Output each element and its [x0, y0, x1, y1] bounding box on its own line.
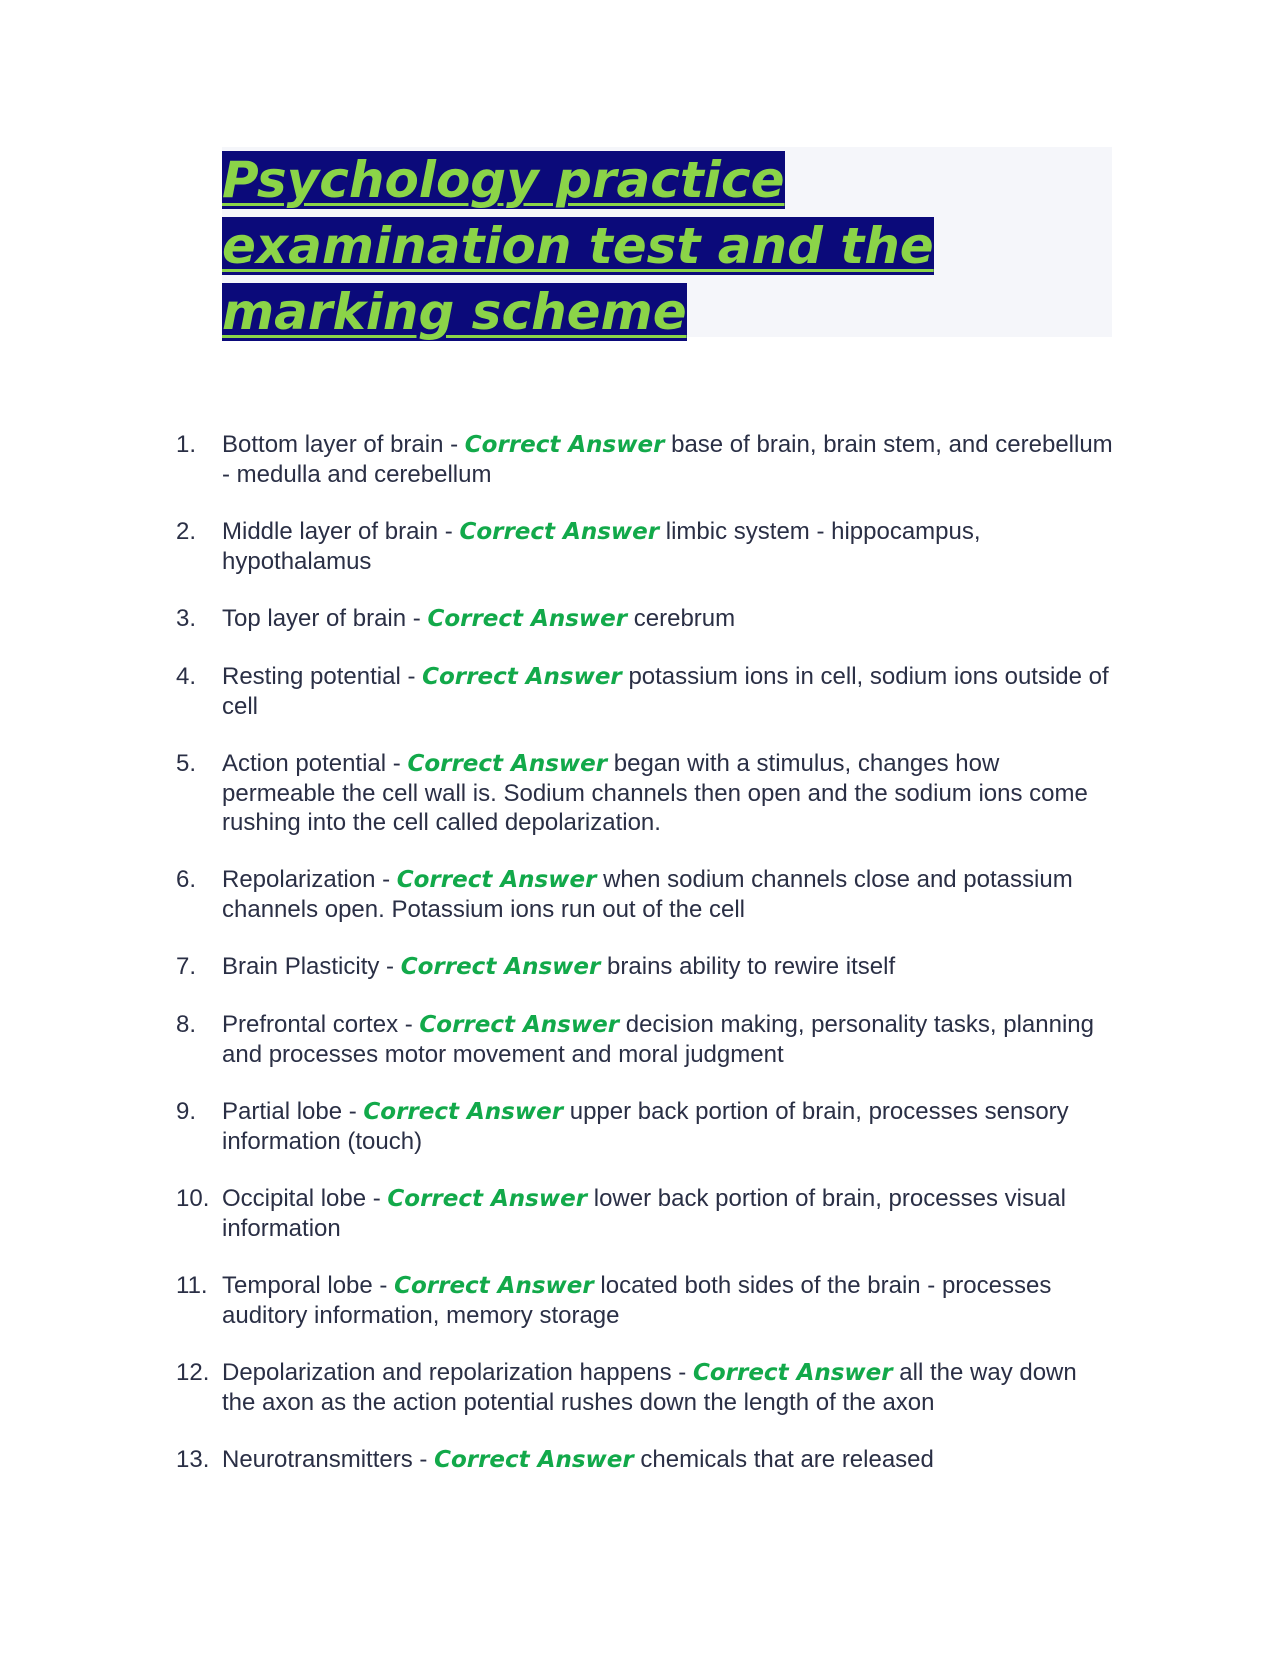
list-item: [176, 1445, 1116, 1475]
item-answer: chemicals that are released: [640, 1446, 934, 1473]
correct-answer-label: Correct Answer: [692, 1360, 893, 1386]
item-separator: -: [412, 1446, 435, 1473]
correct-answer-label: Correct Answer: [394, 1273, 594, 1299]
item-number: 13.: [176, 1446, 210, 1473]
item-answer: lower back portion of brain, processes visual information: [222, 1185, 1066, 1242]
item-separator: -: [406, 605, 428, 632]
item-answer: cerebrum: [633, 605, 736, 632]
correct-answer-label: Correct Answer: [422, 664, 622, 690]
item-separator: -: [366, 1185, 388, 1212]
item-answer: potassium ions in cell, sodium ions outside of cell: [222, 663, 1109, 720]
correct-answer-label: Correct Answer: [407, 751, 608, 777]
item-answer: base of brain, brain stem, and cerebellum - medulla and cerebellum: [222, 431, 1113, 488]
item-answer: when sodium channels close and potassium channels open. Potassium ions run out of the cell: [222, 866, 1073, 923]
page-title-text: Psychology practice examination test and the marking scheme: [222, 151, 934, 341]
correct-answer-label: Correct Answer: [387, 1186, 588, 1212]
item-separator: -: [400, 663, 423, 690]
item-number: 7.: [176, 953, 197, 980]
correct-answer-label: Correct Answer: [396, 867, 597, 893]
item-question: Partial lobe: [222, 1098, 343, 1125]
item-question: Brain Plasticity: [222, 953, 380, 980]
item-separator: -: [342, 1098, 364, 1125]
correct-answer-label: Correct Answer: [419, 1012, 620, 1038]
list-item: [176, 1358, 1116, 1417]
item-answer: began with a stimulus, changes how permeable the cell wall is. Sodium channels then open and the sodium ions come rushing into the cell called depolarization.: [222, 750, 1088, 836]
item-number: 3.: [176, 605, 197, 632]
item-answer: all the way down the axon as the action potential rushes down the length of the axon: [222, 1359, 1077, 1416]
item-question: Middle layer of brain: [222, 518, 439, 545]
item-question: Resting potential: [222, 663, 401, 690]
correct-answer-label: Correct Answer: [459, 519, 660, 545]
item-answer: located both sides of the brain - processes auditory information, memory storage: [222, 1272, 1052, 1329]
item-number: 6.: [176, 866, 197, 893]
item-question: Repolarization: [222, 866, 376, 893]
list-item: [176, 1010, 1116, 1069]
item-question: Temporal lobe: [222, 1272, 373, 1299]
item-number: 12.: [176, 1359, 210, 1386]
item-separator: -: [438, 518, 460, 545]
item-question: Occipital lobe: [222, 1185, 367, 1212]
list-item: [176, 749, 1116, 837]
list-item: [176, 1097, 1116, 1156]
item-separator: -: [379, 953, 401, 980]
list-item: [176, 604, 1116, 634]
item-number: 9.: [176, 1098, 197, 1125]
item-number: 8.: [176, 1011, 197, 1038]
list-item: [176, 430, 1116, 489]
item-question: Top layer of brain: [222, 605, 407, 632]
item-question: Bottom layer of brain: [222, 431, 444, 458]
item-answer: decision making, personality tasks, planning and processes motor movement and moral judgment: [222, 1011, 1094, 1068]
item-separator: -: [671, 1359, 693, 1386]
item-number: 2.: [176, 518, 197, 545]
item-number: 4.: [176, 663, 197, 690]
item-answer: upper back portion of brain, processes sensory information (touch): [222, 1098, 1069, 1155]
item-separator: -: [386, 750, 408, 777]
item-answer: limbic system - hippocampus, hypothalamus: [222, 518, 981, 575]
list-item: [176, 662, 1116, 721]
list-item: [176, 1271, 1116, 1330]
list-item: [176, 517, 1116, 576]
correct-answer-label: Correct Answer: [400, 954, 601, 980]
item-separator: -: [398, 1011, 420, 1038]
item-number: 11.: [176, 1272, 208, 1299]
item-question: Prefrontal cortex: [222, 1011, 399, 1038]
item-question: Neurotransmitters: [222, 1446, 413, 1473]
item-question: Depolarization and repolarization happens: [222, 1359, 672, 1386]
list-item: [176, 865, 1116, 924]
correct-answer-label: Correct Answer: [427, 606, 628, 632]
page-title: [222, 147, 962, 345]
item-separator: -: [372, 1272, 395, 1299]
correct-answer-label: Correct Answer: [363, 1099, 564, 1125]
correct-answer-label: Correct Answer: [434, 1447, 634, 1473]
item-separator: -: [443, 431, 465, 458]
list-item: [176, 1184, 1116, 1243]
item-number: 5.: [176, 750, 197, 777]
item-number: 10.: [176, 1185, 210, 1212]
list-item: [176, 952, 1116, 982]
item-answer: brains ability to rewire itself: [607, 953, 896, 980]
title-block: [222, 147, 1112, 341]
question-answer-list: [176, 430, 1116, 1503]
item-question: Action potential: [222, 750, 387, 777]
item-number: 1.: [176, 431, 197, 458]
correct-answer-label: Correct Answer: [464, 432, 665, 458]
item-separator: -: [375, 866, 397, 893]
